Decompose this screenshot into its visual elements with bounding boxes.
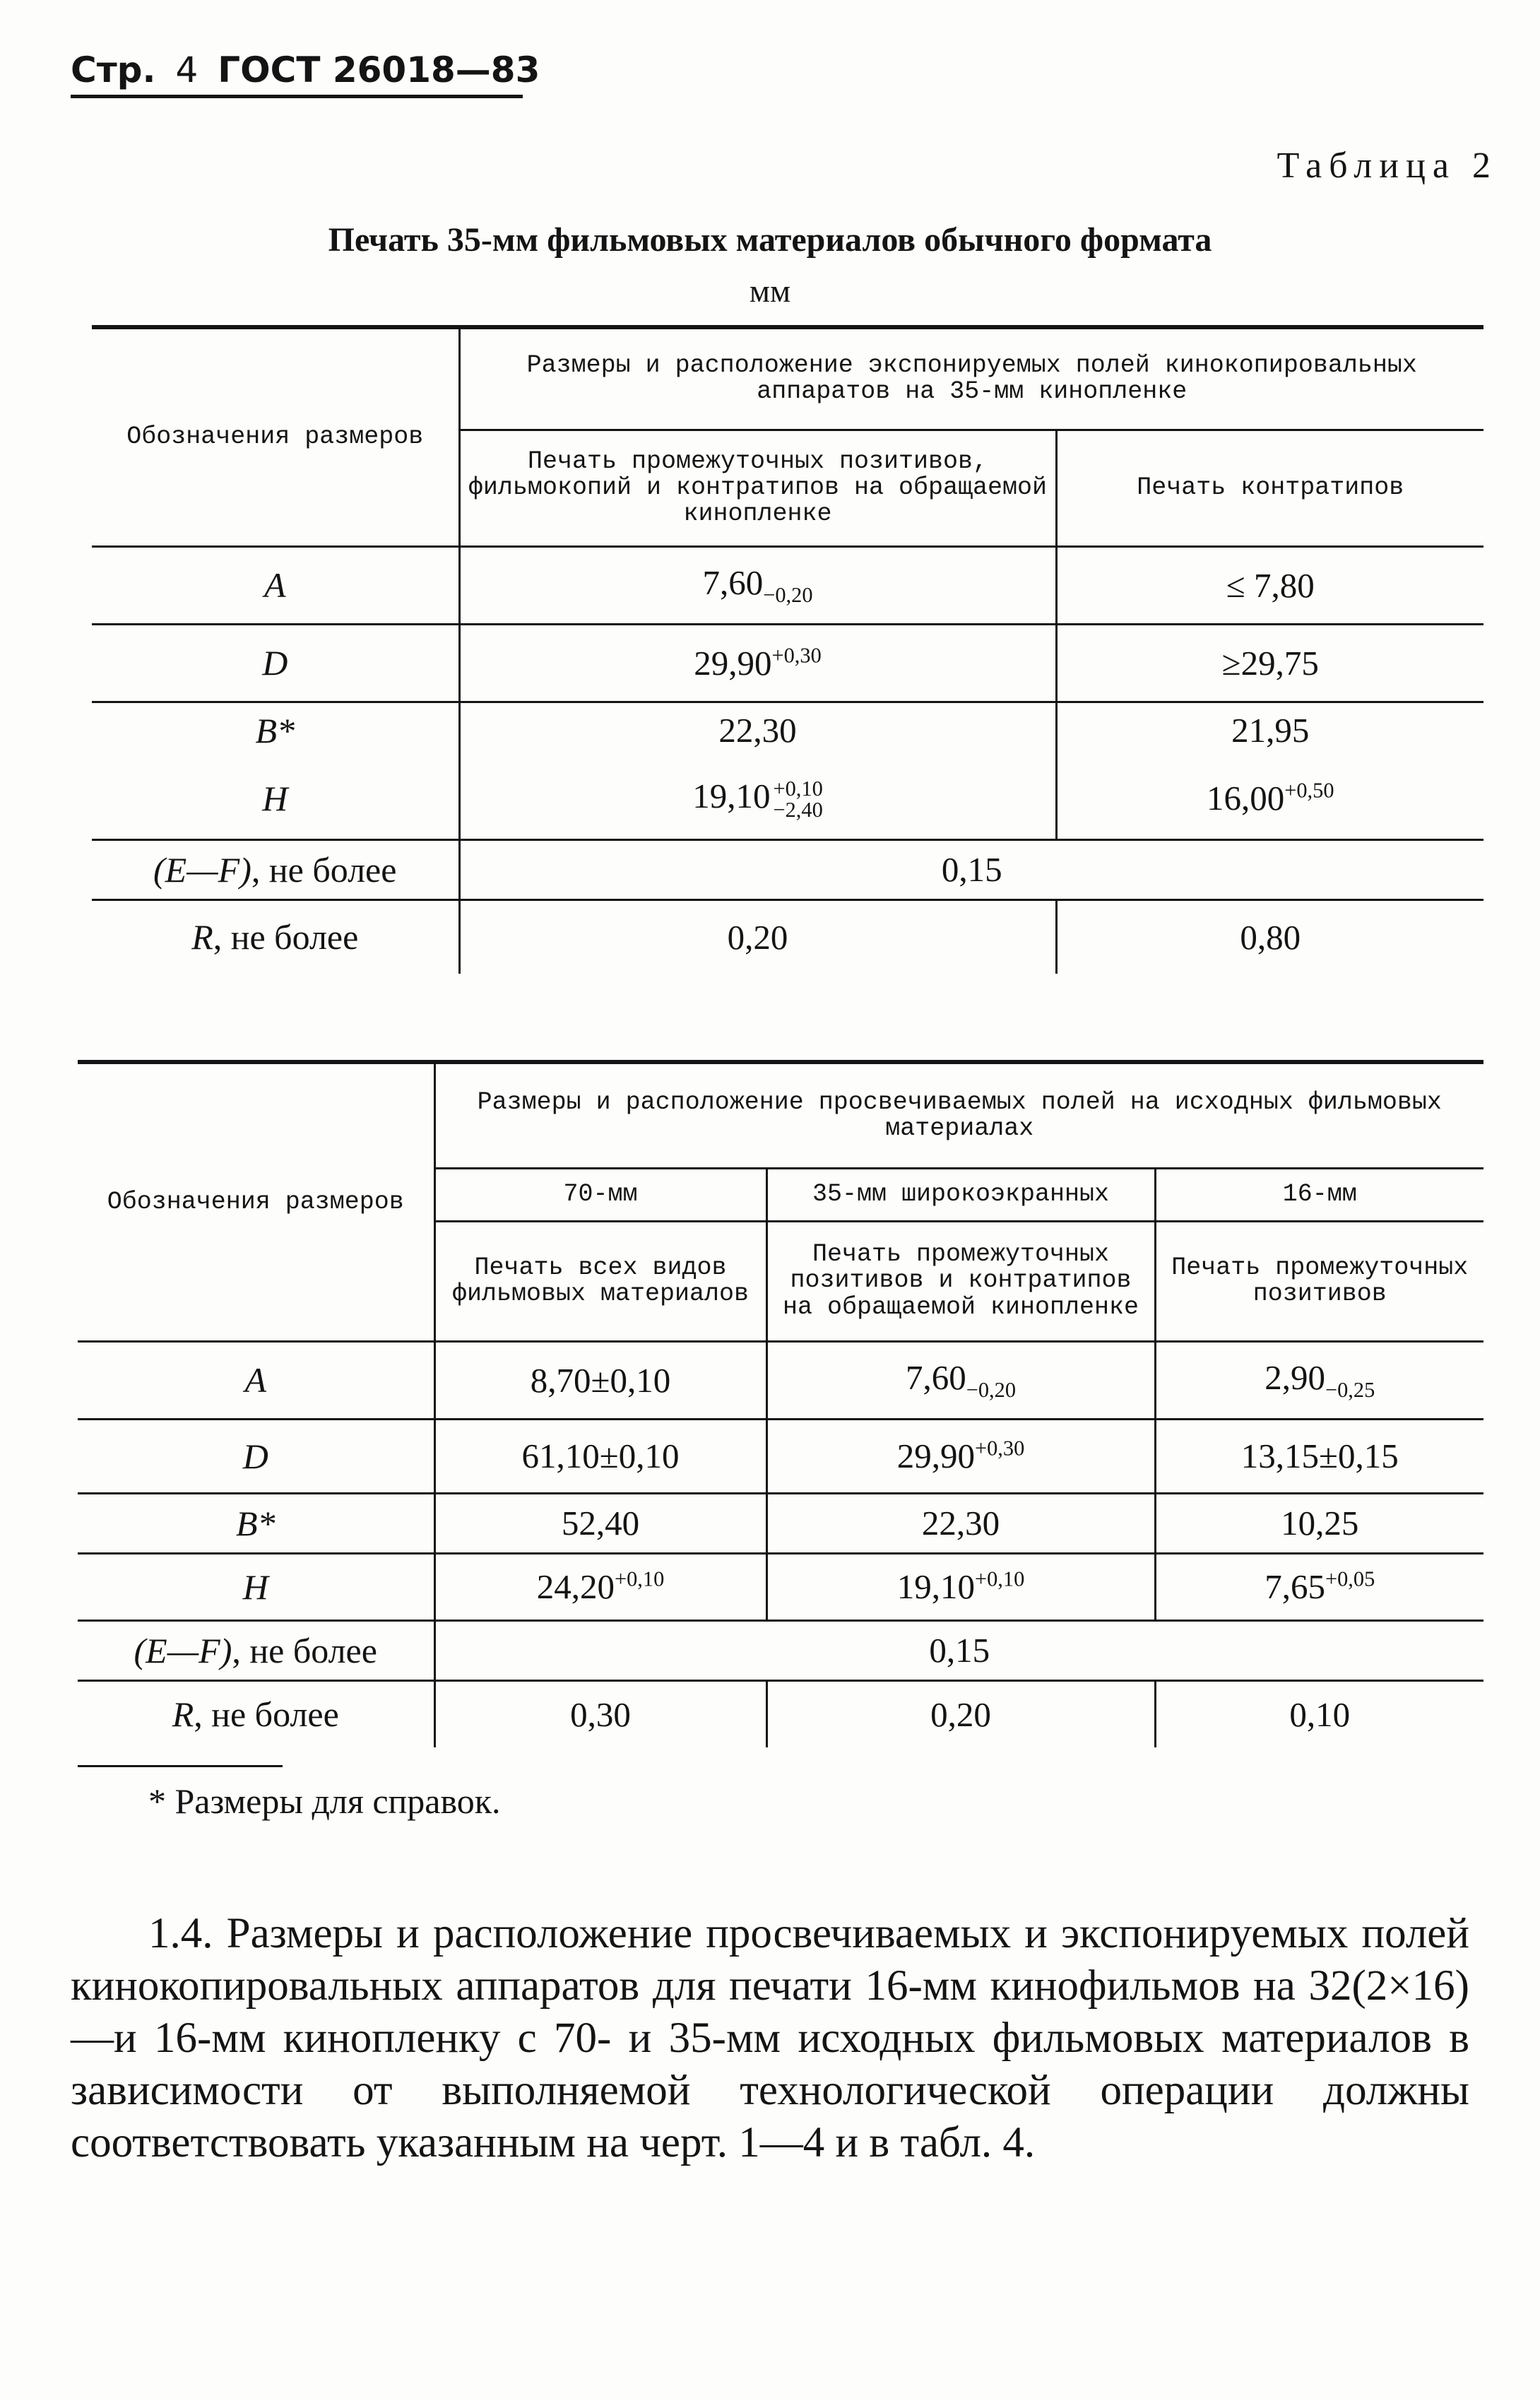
table-row — [78, 1553, 1483, 1620]
row-label: B* — [235, 1503, 276, 1543]
table-unit: мм — [749, 273, 791, 309]
table-row — [78, 1493, 1483, 1553]
table-row — [78, 1341, 1483, 1419]
col-35mm-header: 35-мм широкоэкранных — [766, 1168, 1155, 1221]
table-row — [92, 702, 1483, 758]
page-number: 4 — [175, 49, 199, 90]
table-row — [92, 546, 1483, 624]
value-cell: 21,95 — [1056, 702, 1483, 758]
value-cell: 0,15 — [434, 1620, 1483, 1680]
value-cell: $7,60_{-0,20}$ — [766, 1341, 1155, 1419]
value-cell: ≥29,75 — [1056, 624, 1483, 702]
value-cell: $7,65^{+0,05}$ — [1155, 1553, 1483, 1620]
value-cell: $29,90^{+0,30}$ — [459, 624, 1056, 702]
footnote: * Размеры для справок. — [148, 1781, 501, 1821]
row-label: H — [262, 778, 288, 818]
value-cell: $24,20^{+0,10}$ — [434, 1553, 766, 1620]
paragraph-text: 1.4. Размеры и расположение просвечиваемых и экспонируемых полей кинокопировальных аппаратов для печати 16-мм кинофильмов на 32(2×16)—и 16-мм кинопленку с 70- и 35-мм исходных фильмовых материалов в зависимости от выполняемой технологической операции должны соответствовать указанным на черт. 1—4 и в табл. 4. — [71, 1910, 1469, 2166]
value-cell: 52,40 — [434, 1493, 766, 1553]
table-row — [78, 1419, 1483, 1493]
desc-16mm: Печать промежуточных позитивов — [1155, 1221, 1483, 1341]
value-cell: 22,30 — [459, 702, 1056, 758]
table-row — [78, 1680, 1483, 1747]
value-cell: $19,10^{+0,10}$ — [766, 1553, 1155, 1620]
desc-70mm: Печать всех видов фильмовых материалов — [434, 1221, 766, 1341]
value-cell: ≤ 7,80 — [1056, 546, 1483, 624]
col-16mm-header: 16-мм — [1155, 1168, 1483, 1221]
row-label: D — [242, 1436, 268, 1476]
row-label: B* — [255, 710, 295, 750]
value-cell: $2,90_{-0,25}$ — [1155, 1341, 1483, 1419]
col-intermediate-print-header: Печать промежуточных позитивов, фильмокопий и контратипов на обращаемой кинопленке — [459, 430, 1056, 546]
value-cell: 10,25 — [1155, 1493, 1483, 1553]
table-row — [92, 839, 1483, 899]
section-paragraph — [71, 1908, 1469, 2169]
row-label: A — [263, 565, 286, 605]
tolerance-pair: +0,10 −2,40 — [773, 777, 823, 822]
translucent-group-header: Размеры и расположение просвечиваемых полей на исходных фильмовых материалах — [434, 1062, 1483, 1168]
value-cell: 0,20 — [459, 899, 1056, 974]
row-label: D — [262, 643, 288, 683]
value-cell: 19,10 +0,10 −2,40 — [459, 758, 1056, 839]
value-cell: 0,10 — [1155, 1680, 1483, 1747]
col-70mm-header: 70-мм — [434, 1168, 766, 1221]
value-cell: $29,90^{+0,30}$ — [766, 1419, 1155, 1493]
value-cell: 8,70±0,10 — [434, 1341, 766, 1419]
footnote-divider — [78, 1765, 283, 1767]
table-35mm-exposure — [92, 325, 1483, 974]
value-cell: 61,10±0,10 — [434, 1419, 766, 1493]
table-title: Печать 35-мм фильмовых материалов обычного формата — [328, 221, 1212, 259]
designation-header: Обозначения размеров — [78, 1062, 434, 1341]
standard-code: ГОСТ 26018—83 — [218, 49, 540, 90]
table-number: Таблица 2 — [1277, 146, 1498, 186]
row-label: A — [244, 1360, 267, 1400]
table-row — [92, 899, 1483, 974]
value-cell: 0,15 — [459, 839, 1483, 899]
designation-header: Обозначения размеров — [92, 327, 459, 546]
value-cell: 22,30 — [766, 1493, 1155, 1553]
table-row — [78, 1620, 1483, 1680]
desc-35mm: Печать промежуточных позитивов и контратипов на обращаемой кинопленке — [766, 1221, 1155, 1341]
table-source-materials — [78, 1060, 1483, 1747]
table-row — [92, 624, 1483, 702]
row-label: H — [242, 1567, 268, 1607]
value-cell: 13,15±0,15 — [1155, 1419, 1483, 1493]
value-cell: 0,30 — [434, 1680, 766, 1747]
exposure-group-header: Размеры и расположение экспонируемых полей кинокопировальных аппаратов на 35-мм кинопленке — [459, 327, 1483, 430]
row-label: R, не более — [172, 1694, 339, 1735]
table-row — [92, 758, 1483, 839]
value-cell: 0,80 — [1056, 899, 1483, 974]
col-duplicate-print-header: Печать контратипов — [1056, 430, 1483, 546]
row-label: (E—F), не более — [134, 1630, 377, 1670]
page-header — [71, 49, 540, 98]
row-label: (E—F), не более — [153, 849, 397, 890]
value-cell: $7,60_{-0,20}$ — [459, 546, 1056, 624]
value-cell: 0,20 — [766, 1680, 1155, 1747]
page-prefix: Стр. — [71, 49, 156, 90]
row-label: R, не более — [191, 917, 359, 957]
value-cell: $16,00^{+0,50}$ — [1056, 758, 1483, 839]
